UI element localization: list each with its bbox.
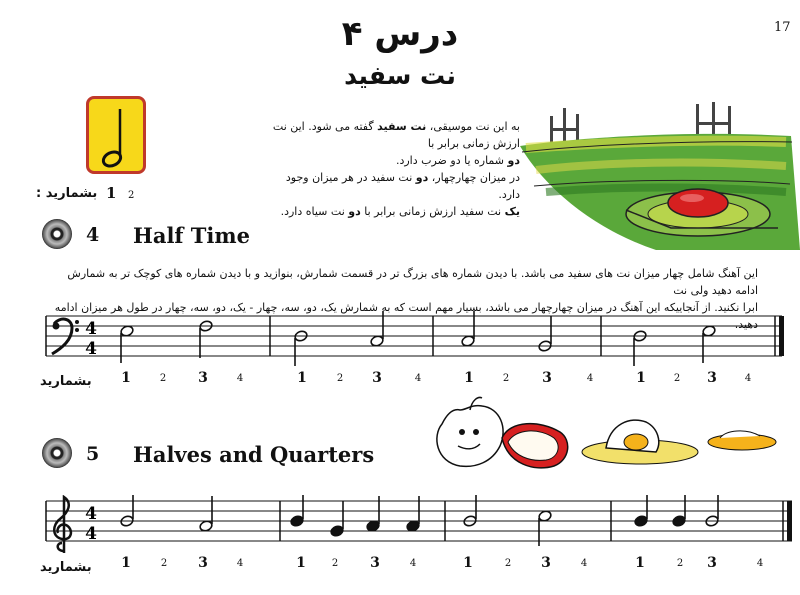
count-number: 2	[331, 558, 339, 569]
apple-egg-illustration	[430, 394, 780, 474]
count-number: 3	[198, 555, 208, 571]
count-number: 3	[372, 370, 382, 386]
football-field-illustration	[516, 100, 800, 250]
track-number: 5	[86, 443, 100, 465]
count-label-intro: بشمارید :	[36, 186, 98, 201]
count-number: 4	[236, 373, 244, 384]
note-count-small: 2	[128, 190, 135, 201]
treble-clef-icon	[54, 497, 71, 553]
time-sig-bottom: 4	[85, 339, 97, 359]
count-number: 1	[297, 370, 307, 386]
count-number: 3	[198, 370, 208, 386]
count-number: 4	[236, 558, 244, 569]
paragraph-line-2: ابرا نکنید. از آنجاییکه این آهنگ در میزان چهارچهار می باشد، بسیار مهم است که به شمارش یک، دو، سه، چهار - یک، دو، سه، چهار در طول هر میزان ادامه دهید.	[54, 301, 758, 331]
count-number: 1	[121, 555, 131, 571]
time-sig-top: 4	[85, 319, 97, 339]
count-number: 1	[121, 370, 131, 386]
intro-line-3: در میزان چهارچهار، دو نت سفید در هر میزان وجود دارد.	[285, 171, 520, 201]
intro-line-2: دو شماره یا دو ضرب دارد.	[395, 154, 520, 167]
count-number: 2	[160, 558, 168, 569]
page-number: 17	[774, 20, 791, 35]
count-number: 3	[541, 555, 551, 571]
staff-bass-half-time	[0, 310, 800, 370]
count-number: 4	[744, 373, 752, 384]
count-number: 2	[336, 373, 344, 384]
section-title: Halves and Quarters	[133, 442, 375, 467]
section-title: Half Time	[133, 223, 250, 248]
half-note-icon	[89, 99, 143, 171]
count-number: 3	[370, 555, 380, 571]
svg-text:4: 4	[85, 524, 97, 544]
count-number: 3	[707, 555, 717, 571]
note-count-big: 1	[106, 184, 117, 202]
count-number: 1	[463, 555, 473, 571]
count-number: 1	[296, 555, 306, 571]
count-number: 3	[542, 370, 552, 386]
count-number: 2	[502, 373, 510, 384]
intro-line-1: به این نت موسیقی، نت سفید گفته می شود. این نت ارزش زمانی برابر با	[272, 120, 520, 150]
count-label-row-2: بشمارید	[40, 560, 92, 575]
track-number: 4	[86, 224, 100, 246]
count-number: 4	[414, 373, 422, 384]
cd-track-icon[interactable]	[42, 438, 72, 468]
intro-text	[268, 118, 520, 220]
half-note-icon-box	[86, 96, 146, 174]
staff-treble-halves-quarters	[0, 495, 800, 555]
count-number: 2	[159, 373, 167, 384]
lesson-subtitle: نت سفید	[344, 61, 456, 90]
count-number: 4	[586, 373, 594, 384]
bass-clef-icon	[52, 319, 79, 354]
count-number: 4	[409, 558, 417, 569]
count-number: 4	[756, 558, 764, 569]
count-number: 3	[707, 370, 717, 386]
intro-line-4: یک نت سفید ارزش زمانی برابر با دو نت سیاه دارد.	[280, 205, 520, 218]
count-number: 1	[635, 555, 645, 571]
count-number: 4	[580, 558, 588, 569]
count-number: 2	[673, 373, 681, 384]
notes-staff-1	[120, 311, 716, 366]
cd-track-icon[interactable]	[42, 219, 72, 249]
count-number: 1	[464, 370, 474, 386]
count-number: 2	[504, 558, 512, 569]
count-label-row-1: بشمارید	[40, 374, 92, 389]
svg-text:4: 4	[85, 504, 97, 524]
lesson-title: درس ۴	[341, 14, 459, 54]
count-number: 1	[636, 370, 646, 386]
count-number: 2	[676, 558, 684, 569]
paragraph-line-1: این آهنگ شامل چهار میزان نت های سفید می باشد. با دیدن شماره های بزرگ تر در قسمت شمارش، بنوازید و با دیدن شماره های کوچک تر به شمارش ادامه دهید ولی نت	[67, 267, 758, 297]
